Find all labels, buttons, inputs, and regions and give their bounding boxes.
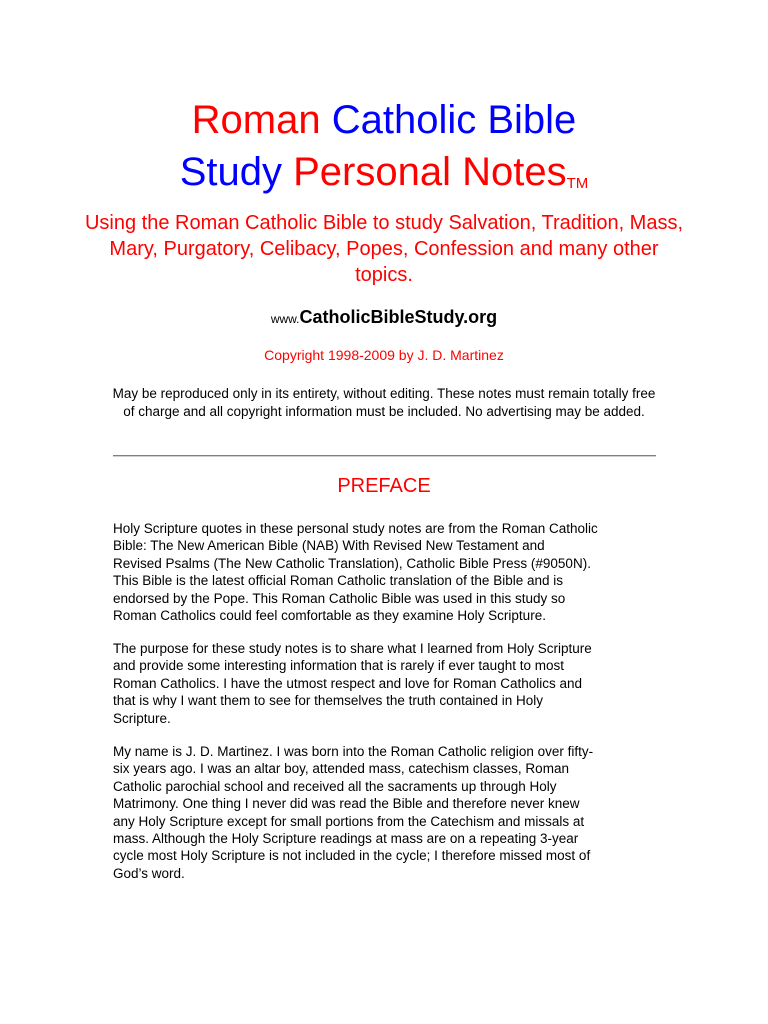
title-words-catholic-bible: Catholic Bible [331,98,577,142]
title-word-study: Study [179,150,294,194]
preface-heading: PREFACE [337,475,431,497]
horizontal-divider [113,455,656,457]
copyright-line: Copyright 1998-2009 by J. D. Martinez [264,347,504,363]
preface-paragraph-1: Holy Scripture quotes in these personal study notes are from the Roman Catholic Bible: The New American Bible (NAB) With Revised New Testament and Revised Psalms (The New Catholic Translation), Catholic Bible Press (#9050N). This Bible is the latest official Roman Catholic translation of the Bible and is endorsed by the Pope. This Roman Catholic Bible was used in this study so Roman Catholics could feel comfortable as they examine Holy Scripture. [113,521,598,624]
trademark-mark: TM [566,175,589,192]
title-line-1 [0,96,768,144]
preface-paragraph-2: The purpose for these study notes is to share what I learned from Holy Scripture and provide some interesting information that is rarely if ever taught to most Roman Catholics. I have the utmost respect and love for Roman Catholics and that is why I want them to see for themselves the truth contained in Holy Scripture. [113,641,592,726]
website-domain: CatholicBibleStudy.org [299,307,498,327]
reproduction-notice: May be reproduced only in its entirety, without editing. These notes must remain totally free of charge and all copyright information must be included. No advertising may be added. [112,386,656,419]
website-prefix: www. [270,312,300,326]
preface-paragraph-3: My name is J. D. Martinez. I was born into the Roman Catholic religion over fifty- six years ago. I was an altar boy, attended mass, catechism classes, Roman Catholic parochial school and received all the sacraments up through Holy Matrimony. One thing I never did was read the Bible and therefore never knew any Holy Scripture except for small portions from the Catechism and missals at mass. Although the Holy Scripture readings at mass are on a repeating 3-year cycle most Holy Scripture is not included in the cycle; I therefore missed most of God’s word. [113,744,594,881]
title-word-roman: Roman [191,98,332,142]
title-line-2 [0,148,768,196]
website-address [0,307,768,328]
title-words-personal-notes: Personal Notes [293,150,567,194]
subtitle: Using the Roman Catholic Bible to study Salvation, Tradition, Mass, Mary, Purgatory, Celibacy, Popes, Confession and many other topics. [84,212,684,286]
